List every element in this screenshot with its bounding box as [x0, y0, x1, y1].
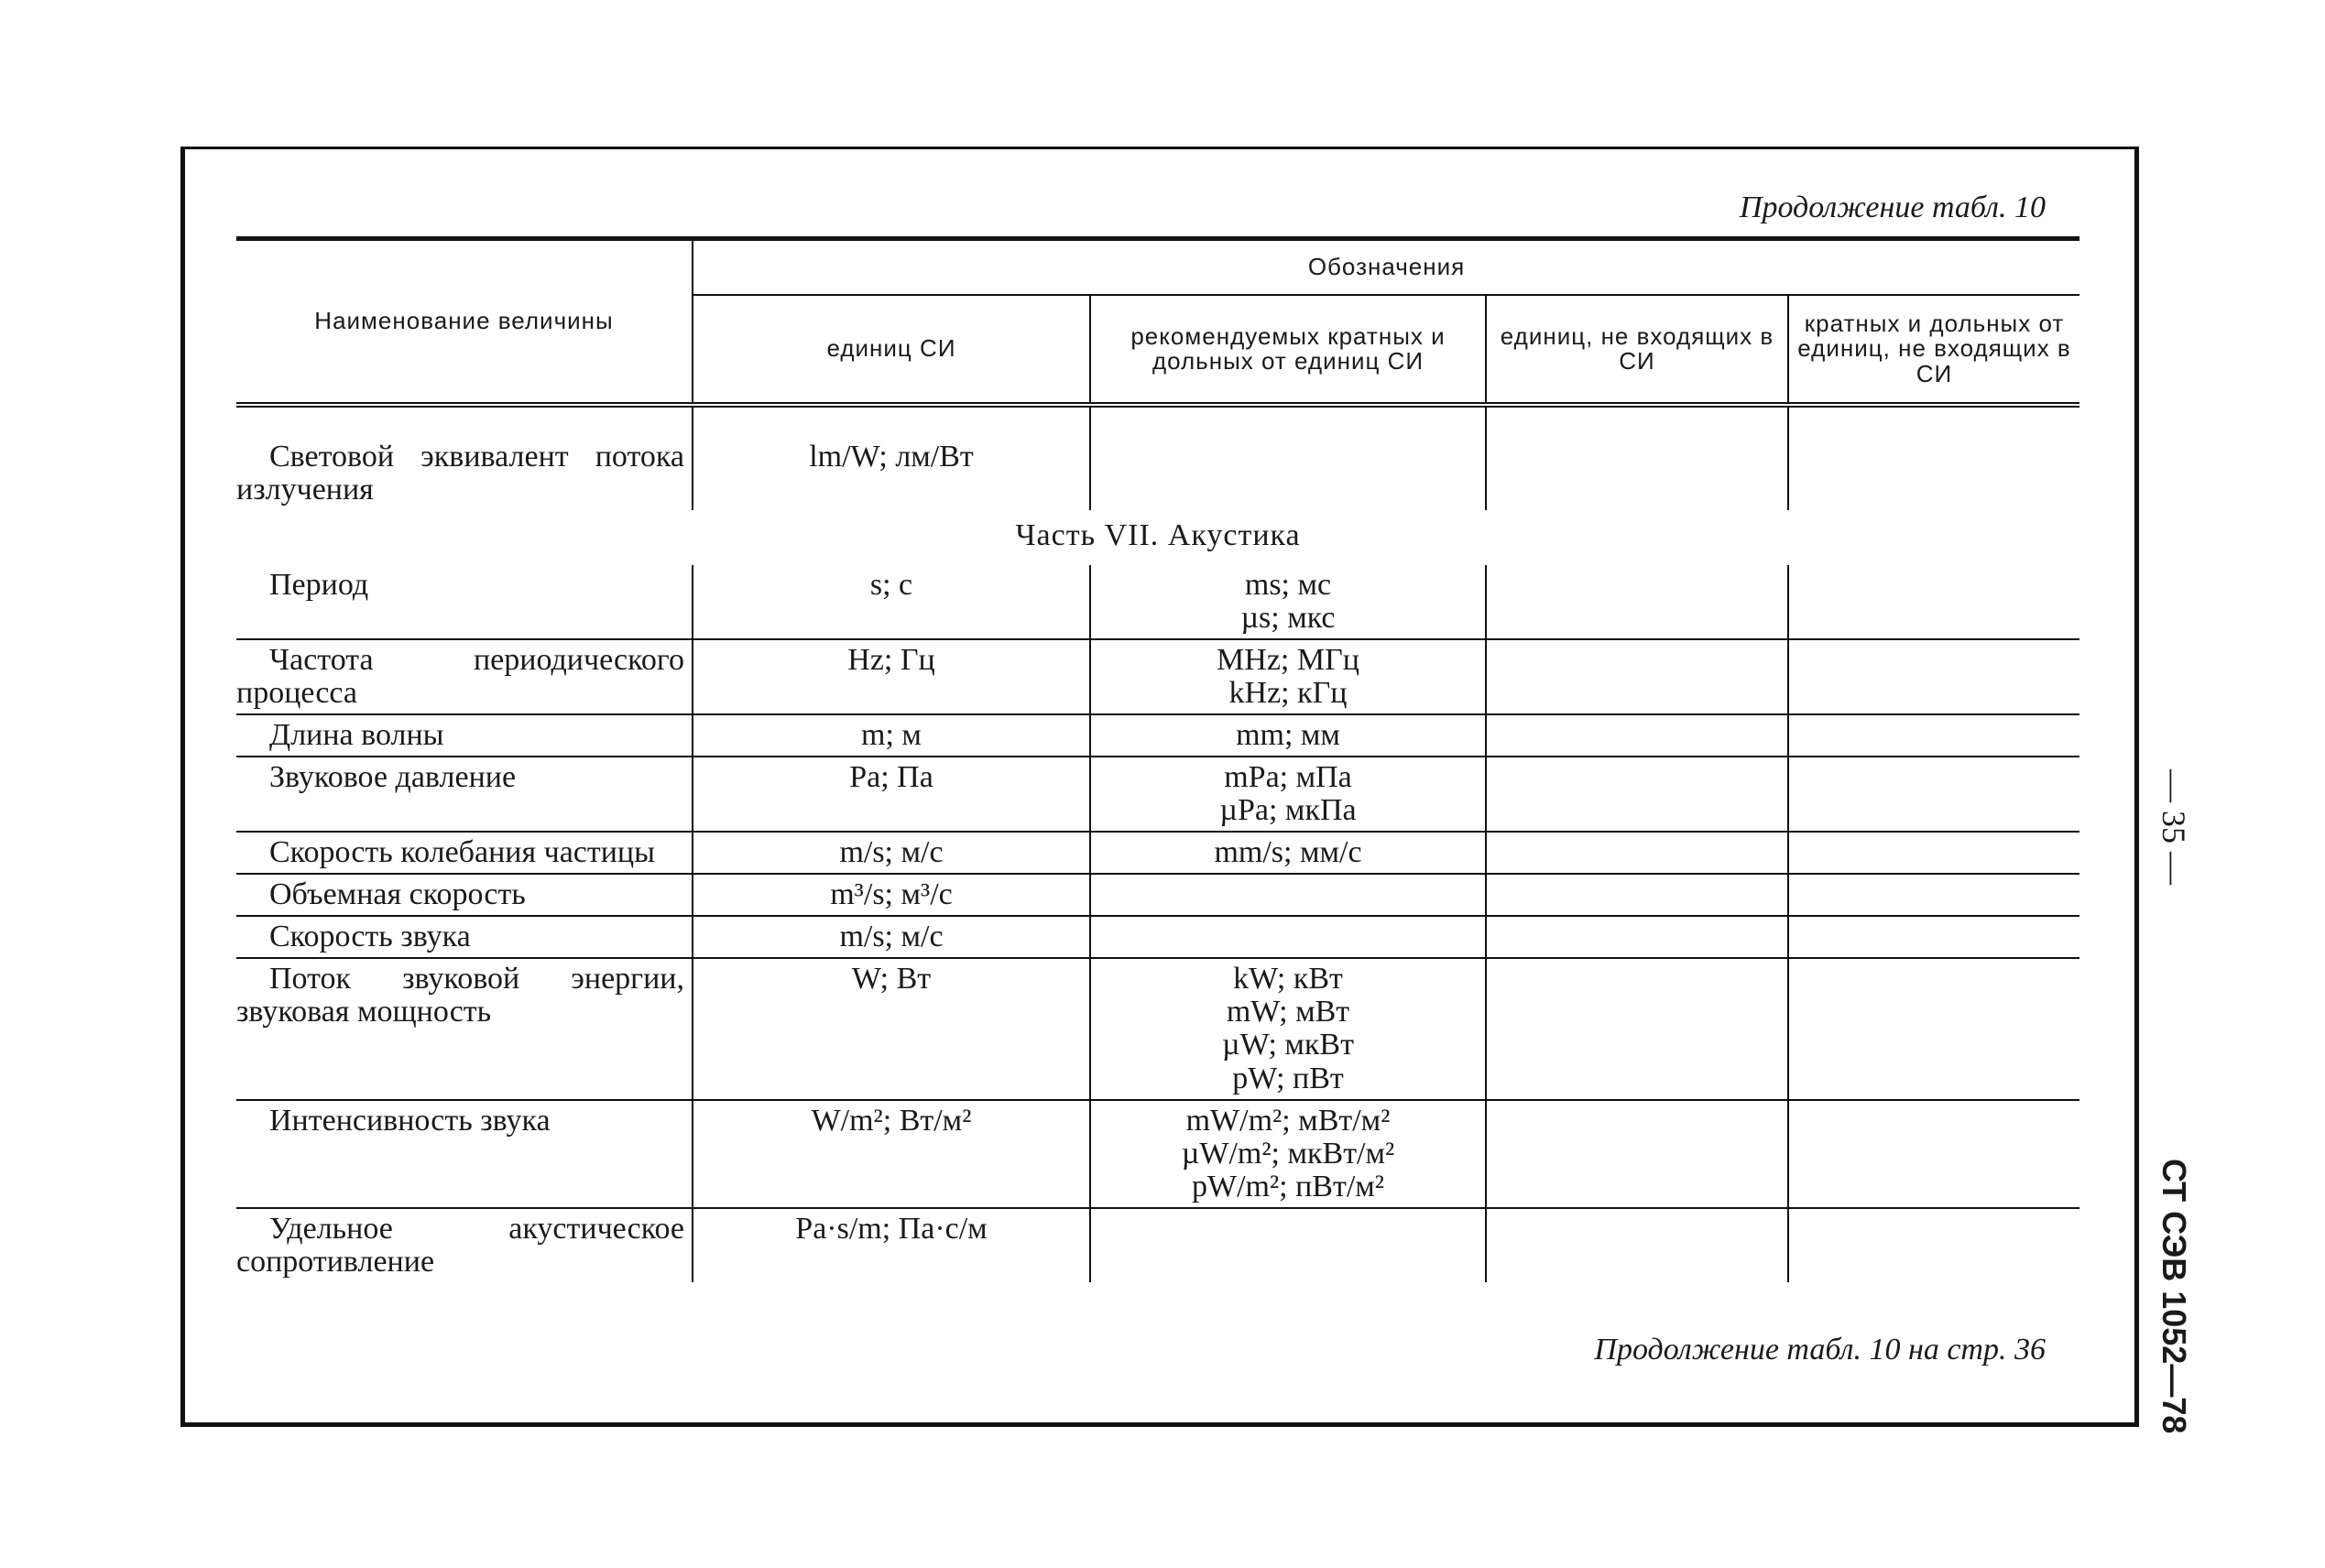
- si-unit: m³/s; м³/с: [693, 874, 1090, 916]
- header-si-units: единиц СИ: [693, 295, 1090, 405]
- frame-left-border: [180, 147, 185, 1427]
- header-designations: Обозначения: [693, 239, 2079, 296]
- quantity-name: Удельное акустическое сопротивление: [236, 1208, 693, 1282]
- non-si-multiple: [1788, 714, 2079, 757]
- frame-top-border: [185, 147, 2134, 149]
- recommended-units: [1090, 1100, 1486, 1208]
- recommended-unit: mm/s; мм/с: [1214, 835, 1362, 870]
- table-continuation-footer: Продолжение табл. 10 на стр. 36: [1594, 1333, 2046, 1367]
- quantity-name: Частота периодического процесса: [236, 639, 693, 714]
- header-quantity-name: Наименование величины: [236, 239, 693, 406]
- recommended-units: [1090, 714, 1486, 757]
- recommended-unit: µW; мкВт: [1222, 1028, 1354, 1062]
- recommended-units: [1090, 757, 1486, 832]
- non-si-unit: [1486, 958, 1788, 1099]
- table-row: [236, 565, 2079, 639]
- frame-bottom-border: [180, 1422, 2139, 1427]
- table-row: [236, 714, 2079, 757]
- recommended-units: [1090, 1208, 1486, 1282]
- table-continuation-caption: Продолжение табл. 10: [1739, 191, 2046, 224]
- si-unit: m/s; м/с: [693, 916, 1090, 958]
- non-si-multiple: [1788, 916, 2079, 958]
- non-si-unit: [1486, 1208, 1788, 1282]
- quantity-name: Скорость колебания частицы: [236, 832, 693, 874]
- si-unit: s; с: [693, 565, 1090, 639]
- header-non-si-units: единиц, не входящих в СИ: [1486, 295, 1788, 405]
- table-row: [236, 832, 2079, 874]
- si-unit: m; м: [693, 714, 1090, 757]
- quantity-name: Период: [236, 565, 693, 639]
- si-unit: Pa·s/m; Па·с/м: [693, 1208, 1090, 1282]
- recommended-unit: kHz; кГц: [1228, 676, 1348, 711]
- header-recommended-multiples: рекомендуемых кратных и дольных от единиц СИ: [1090, 295, 1486, 405]
- recommended-unit: mW/m²; мВт/м²: [1185, 1103, 1391, 1138]
- recommended-units: [1090, 874, 1486, 916]
- recommended-unit: MHz; МГц: [1217, 643, 1359, 678]
- quantity-name: Объемная скорость: [236, 874, 693, 916]
- quantity-name: Интенсивность звука: [236, 1100, 693, 1208]
- frame-right-border: [2134, 147, 2139, 1427]
- quantity-name: Длина волны: [236, 714, 693, 757]
- non-si-unit: [1486, 916, 1788, 958]
- non-si-unit: [1486, 832, 1788, 874]
- recommended-unit: µs; мкс: [1240, 601, 1336, 636]
- non-si-multiple: [1788, 874, 2079, 916]
- non-si-multiple: [1788, 639, 2079, 714]
- table-row: [236, 1100, 2079, 1208]
- table-row: [236, 874, 2079, 916]
- recommended-units: [1090, 832, 1486, 874]
- part-title: Часть VII. Акустика: [1015, 518, 1301, 553]
- page-number: — 35 —: [2156, 769, 2192, 885]
- recommended-units: [1090, 958, 1486, 1099]
- quantity-name: Световой эквивалент потока излучения: [236, 405, 693, 510]
- non-si-multiple: [1788, 1208, 2079, 1282]
- quantity-name: Поток звуковой энергии, звуковая мощность: [236, 958, 693, 1099]
- recommended-unit: pW/m²; пВт/м²: [1191, 1169, 1384, 1203]
- recommended-unit: µPa; мкПа: [1219, 793, 1357, 828]
- non-si-multiple: [1788, 757, 2079, 832]
- si-unit: Hz; Гц: [693, 639, 1090, 714]
- recommended-units: [1090, 565, 1486, 639]
- non-si-unit: [1486, 757, 1788, 832]
- recommended-unit: mW; мВт: [1226, 995, 1350, 1029]
- non-si-unit: [1486, 714, 1788, 757]
- non-si-multiple: [1788, 832, 2079, 874]
- non-si-multiple: [1788, 405, 2079, 510]
- quantity-name: Звуковое давление: [236, 757, 693, 832]
- recommended-units: [1090, 639, 1486, 714]
- recommended-unit: mPa; мПа: [1224, 760, 1352, 795]
- si-unit: Pa; Па: [693, 757, 1090, 832]
- table-row: [236, 1208, 2079, 1282]
- header-row-group: [236, 239, 2079, 296]
- table-row: [236, 639, 2079, 714]
- recommended-unit: µW/m²; мкВт/м²: [1181, 1136, 1395, 1171]
- si-unit: W; Вт: [693, 958, 1090, 1099]
- part-title-row: [236, 510, 2079, 565]
- non-si-unit: [1486, 1100, 1788, 1208]
- recommended-unit: pW; пВт: [1232, 1061, 1344, 1095]
- si-unit: W/m²; Вт/м²: [693, 1100, 1090, 1208]
- table-row: [236, 757, 2079, 832]
- recommended-units: [1090, 916, 1486, 958]
- recommended-units: [1090, 405, 1486, 510]
- table-row: [236, 405, 2079, 510]
- non-si-multiple: [1788, 565, 2079, 639]
- si-unit: m/s; м/с: [693, 832, 1090, 874]
- table-row: [236, 916, 2079, 958]
- quantity-name: Скорость звука: [236, 916, 693, 958]
- si-unit: lm/W; лм/Вт: [693, 405, 1090, 510]
- non-si-unit: [1486, 874, 1788, 916]
- units-table: [236, 236, 2079, 1282]
- recommended-unit: kW; кВт: [1233, 962, 1343, 996]
- standard-designation: СТ СЭВ 1052—78: [2156, 1159, 2193, 1434]
- non-si-unit: [1486, 405, 1788, 510]
- non-si-unit: [1486, 639, 1788, 714]
- header-non-si-multiples: кратных и дольных от единиц, не входящих в СИ: [1788, 295, 2079, 405]
- table-row: [236, 958, 2079, 1099]
- non-si-multiple: [1788, 958, 2079, 1099]
- non-si-multiple: [1788, 1100, 2079, 1208]
- non-si-unit: [1486, 565, 1788, 639]
- recommended-unit: mm; мм: [1236, 718, 1340, 753]
- recommended-unit: ms; мс: [1244, 568, 1332, 603]
